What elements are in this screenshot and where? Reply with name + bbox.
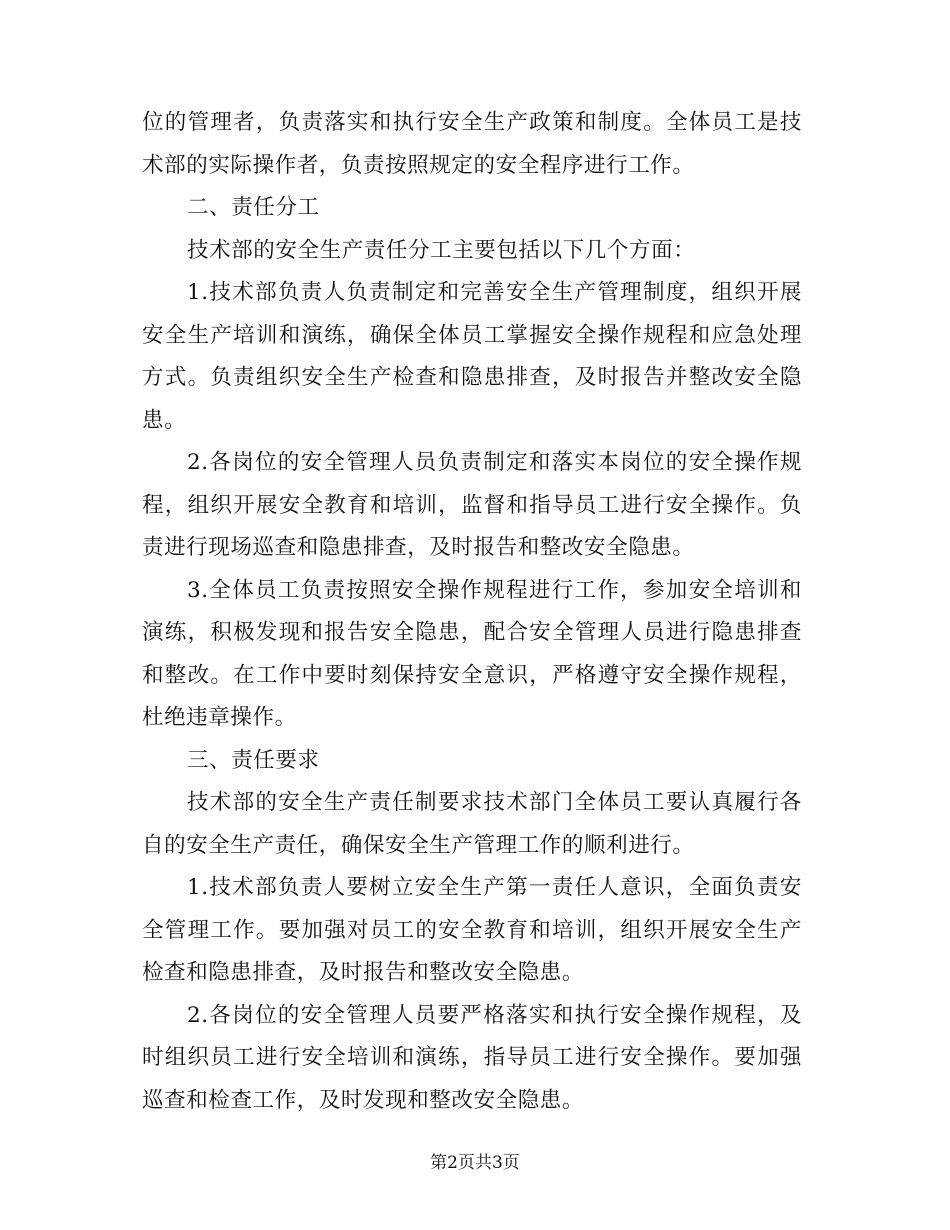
paragraph-requirements-item-1: 1.技术部负责人要树立安全生产第一责任人意识，全面负责安全管理工作。要加强对员工的安全教育和培训，组织开展安全生产检查和隐患排查，及时报告和整改安全隐患。	[142, 875, 802, 985]
paragraph-division-item-1: 1.技术部负责人负责制定和完善安全生产管理制度，组织开展安全生产培训和演练，确保全体员工掌握安全操作规程和应急处理方式。负责组织安全生产检查和隐患排查，及时报告并整改安全隐患。	[142, 280, 802, 433]
paragraph-division-intro: 技术部的安全生产责任分工主要包括以下几个方面：	[187, 237, 696, 263]
paragraph-continuation: 位的管理者，负责落实和执行安全生产政策和制度。全体员工是技术部的实际操作者，负责按照规定的安全程序进行工作。	[142, 110, 802, 178]
paragraph-requirements-intro: 技术部的安全生产责任制要求技术部门全体员工要认真履行各自的安全生产责任，确保安全生产管理工作的顺利进行。	[142, 790, 802, 858]
paragraph-division-item-3: 3.全体员工负责按照安全操作规程进行工作，参加安全培训和演练，积极发现和报告安全隐患，配合安全管理人员进行隐患排查和整改。在工作中要时刻保持安全意识，严格遵守安全操作规程，杜绝违章操作。	[142, 577, 802, 730]
section-heading-responsibility-division: 二、责任分工	[187, 195, 320, 220]
paragraph-requirements-item-2: 2.各岗位的安全管理人员要严格落实和执行安全操作规程，及时组织员工进行安全培训和演练，指导员工进行安全操作。要加强巡查和检查工作，及时发现和整改安全隐患。	[142, 1002, 802, 1113]
page-number-footer: 第2页共3页	[430, 1153, 520, 1173]
document-body	[142, 102, 802, 1122]
paragraph-division-item-2: 2.各岗位的安全管理人员负责制定和落实本岗位的安全操作规程，组织开展安全教育和培训，监督和指导员工进行安全操作。负责进行现场巡查和隐患排查，及时报告和整改安全隐患。	[142, 450, 802, 560]
section-heading-responsibility-requirements: 三、责任要求	[187, 747, 320, 773]
